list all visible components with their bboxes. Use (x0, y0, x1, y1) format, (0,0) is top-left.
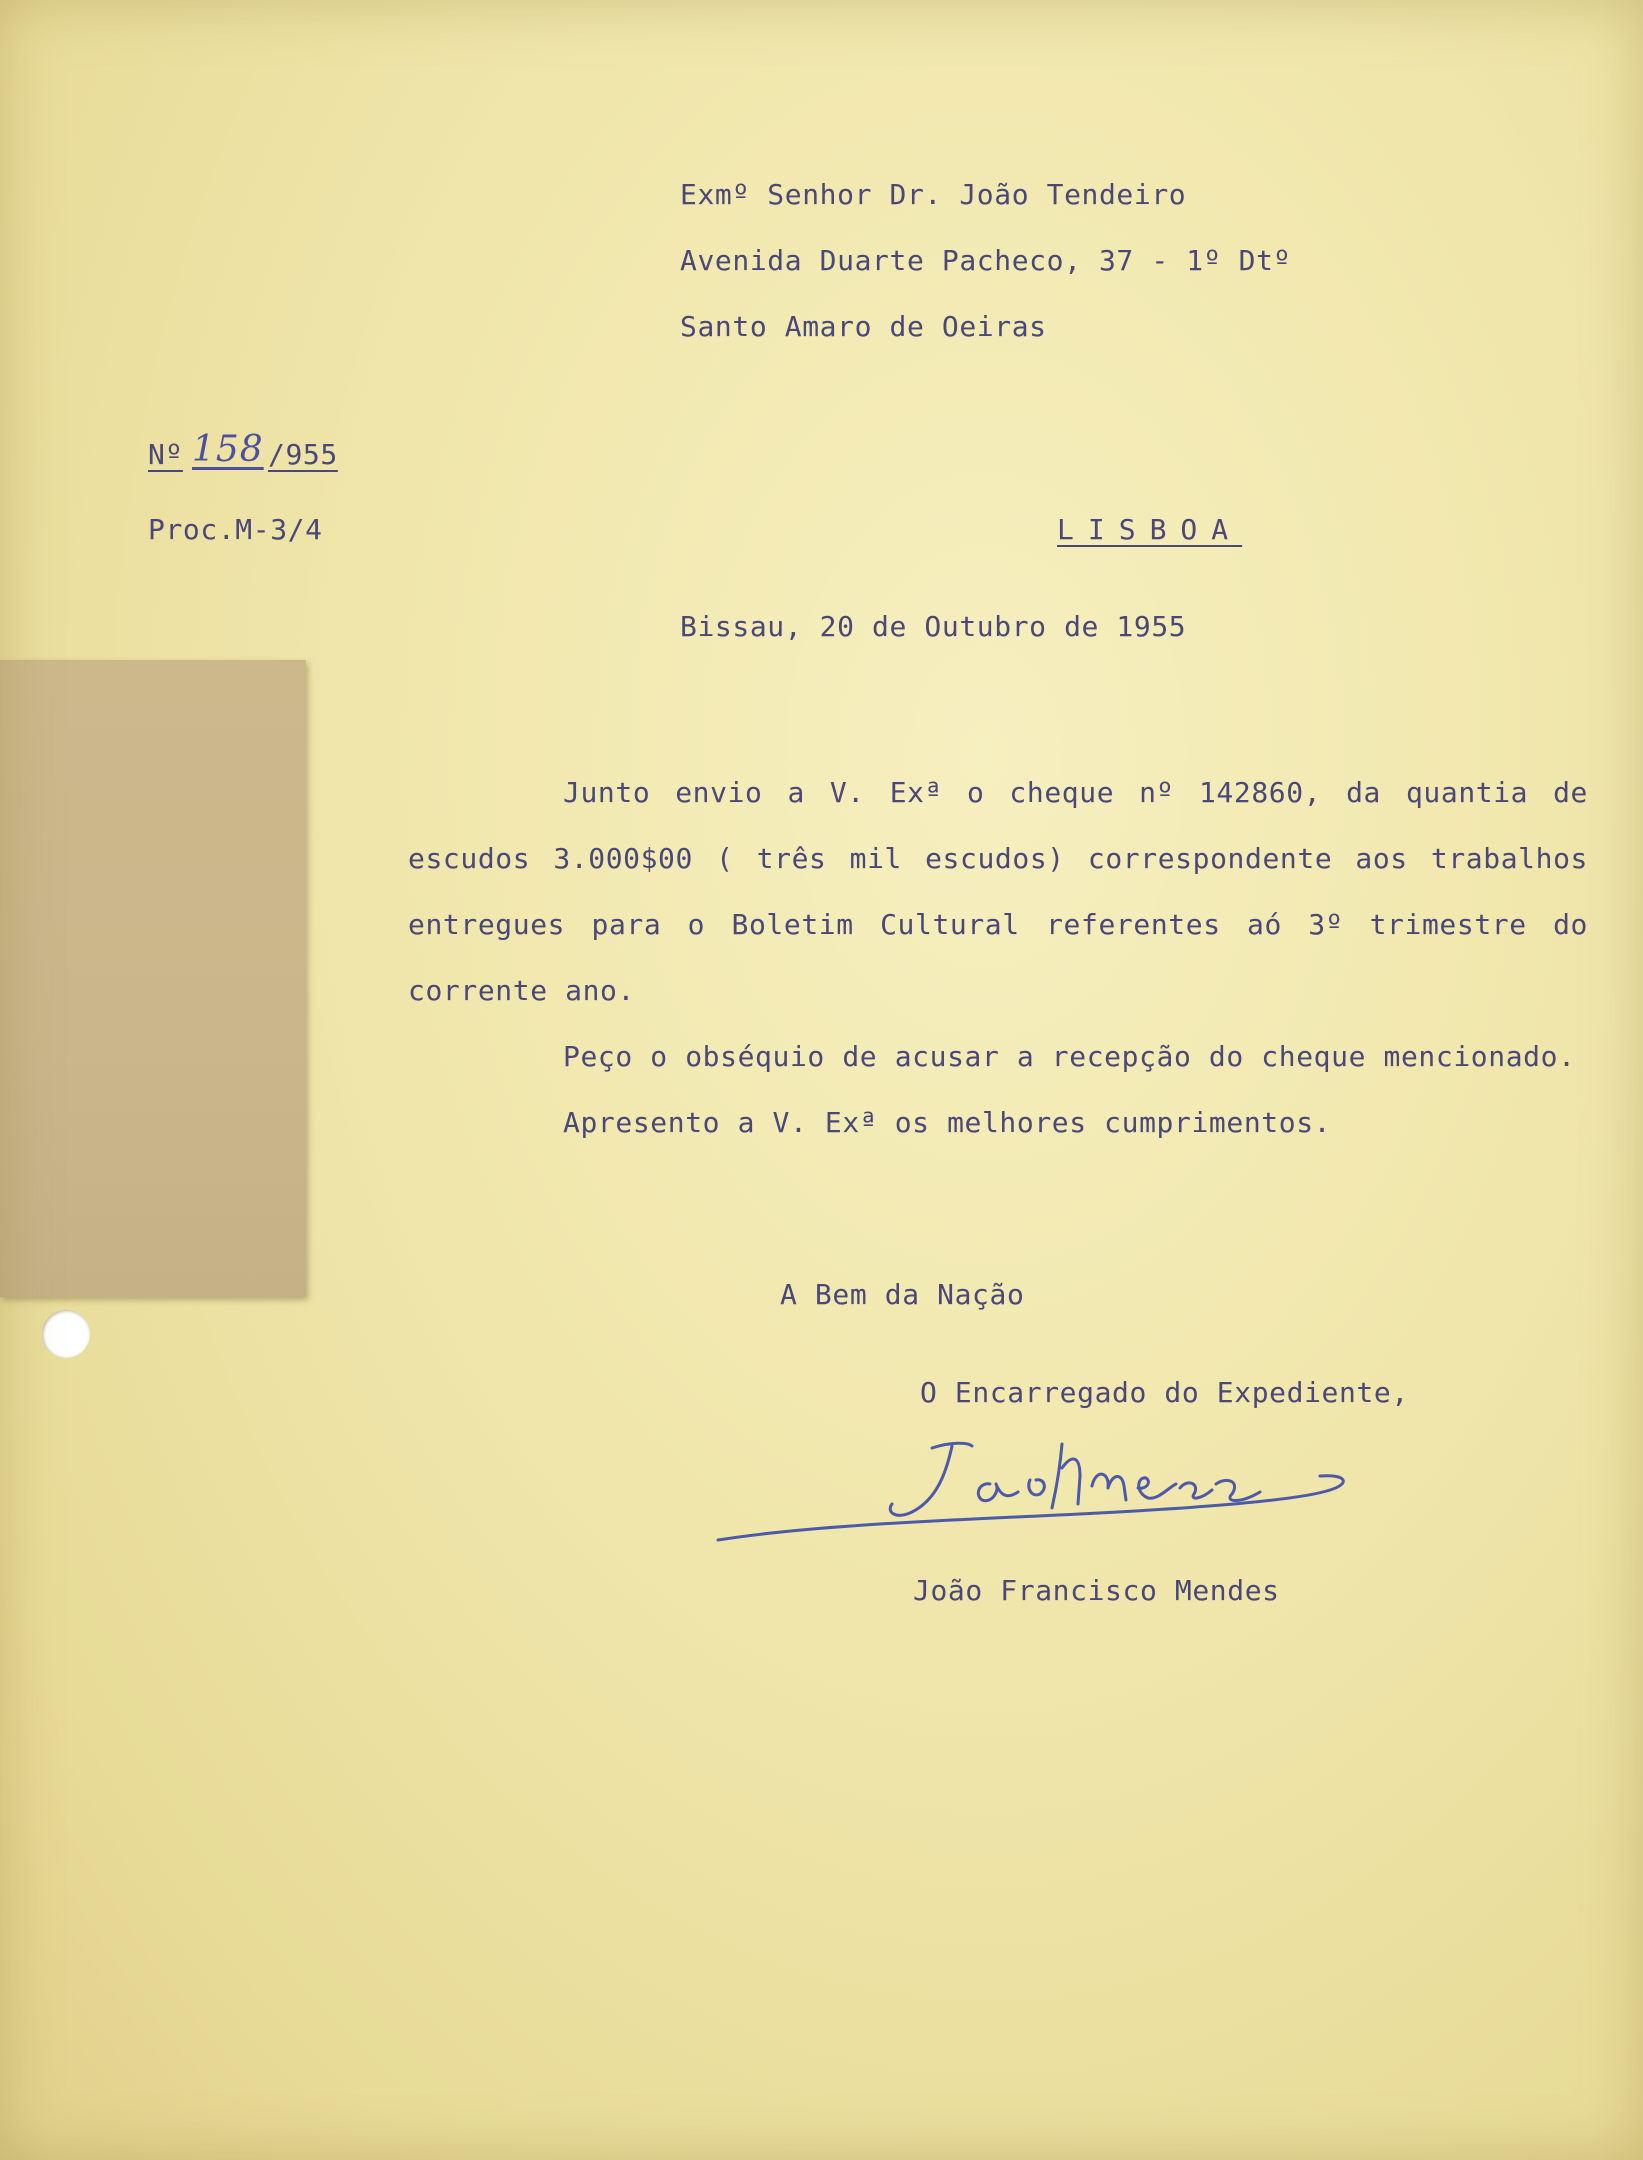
punch-hole (42, 1310, 90, 1358)
body-paragraph-3: Apresento a V. Exª os melhores cumprimentos. (563, 1106, 1332, 1139)
recipient-address (680, 162, 1291, 360)
recipient-line-1: Exmº Senhor Dr. João Tendeiro (680, 178, 1187, 211)
closing-role: O Encarregado do Expediente, (920, 1376, 1409, 1409)
attached-paper-slip (0, 660, 306, 1297)
recipient-line-2: Avenida Duarte Pacheco, 37 - 1º Dtº (680, 244, 1292, 277)
signer-name: João Francisco Mendes (913, 1574, 1280, 1607)
date-line: Bissau, 20 de Outubro de 1955 (680, 610, 1187, 643)
reference-number-prefix: Nº (148, 438, 183, 471)
process-reference: Proc.M-3/4 (148, 513, 323, 546)
closing-salutation: A Bem da Nação (780, 1278, 1025, 1311)
recipient-line-3: Santo Amaro de Oeiras (680, 310, 1047, 343)
body-paragraph-2: Peço o obséquio de acusar a recepção do cheque mencionado. (563, 1040, 1576, 1073)
body-paragraph-1: Junto envio a V. Exª o cheque nº 142860, da quantia de escudos 3.000$00 ( três mil escudos) correspondente aos trabalhos entregues para o Boletim Cultural referentes aó 3º trimestre do corrente ano. (408, 776, 1588, 1007)
signature-scribble (700, 1428, 1460, 1558)
letter-body (408, 760, 1588, 1156)
destination-city: LISBOA (1057, 513, 1243, 546)
reference-number-handwritten: 158 (192, 429, 264, 470)
reference-number-suffix: /955 (268, 438, 338, 471)
reference-number (148, 425, 408, 485)
